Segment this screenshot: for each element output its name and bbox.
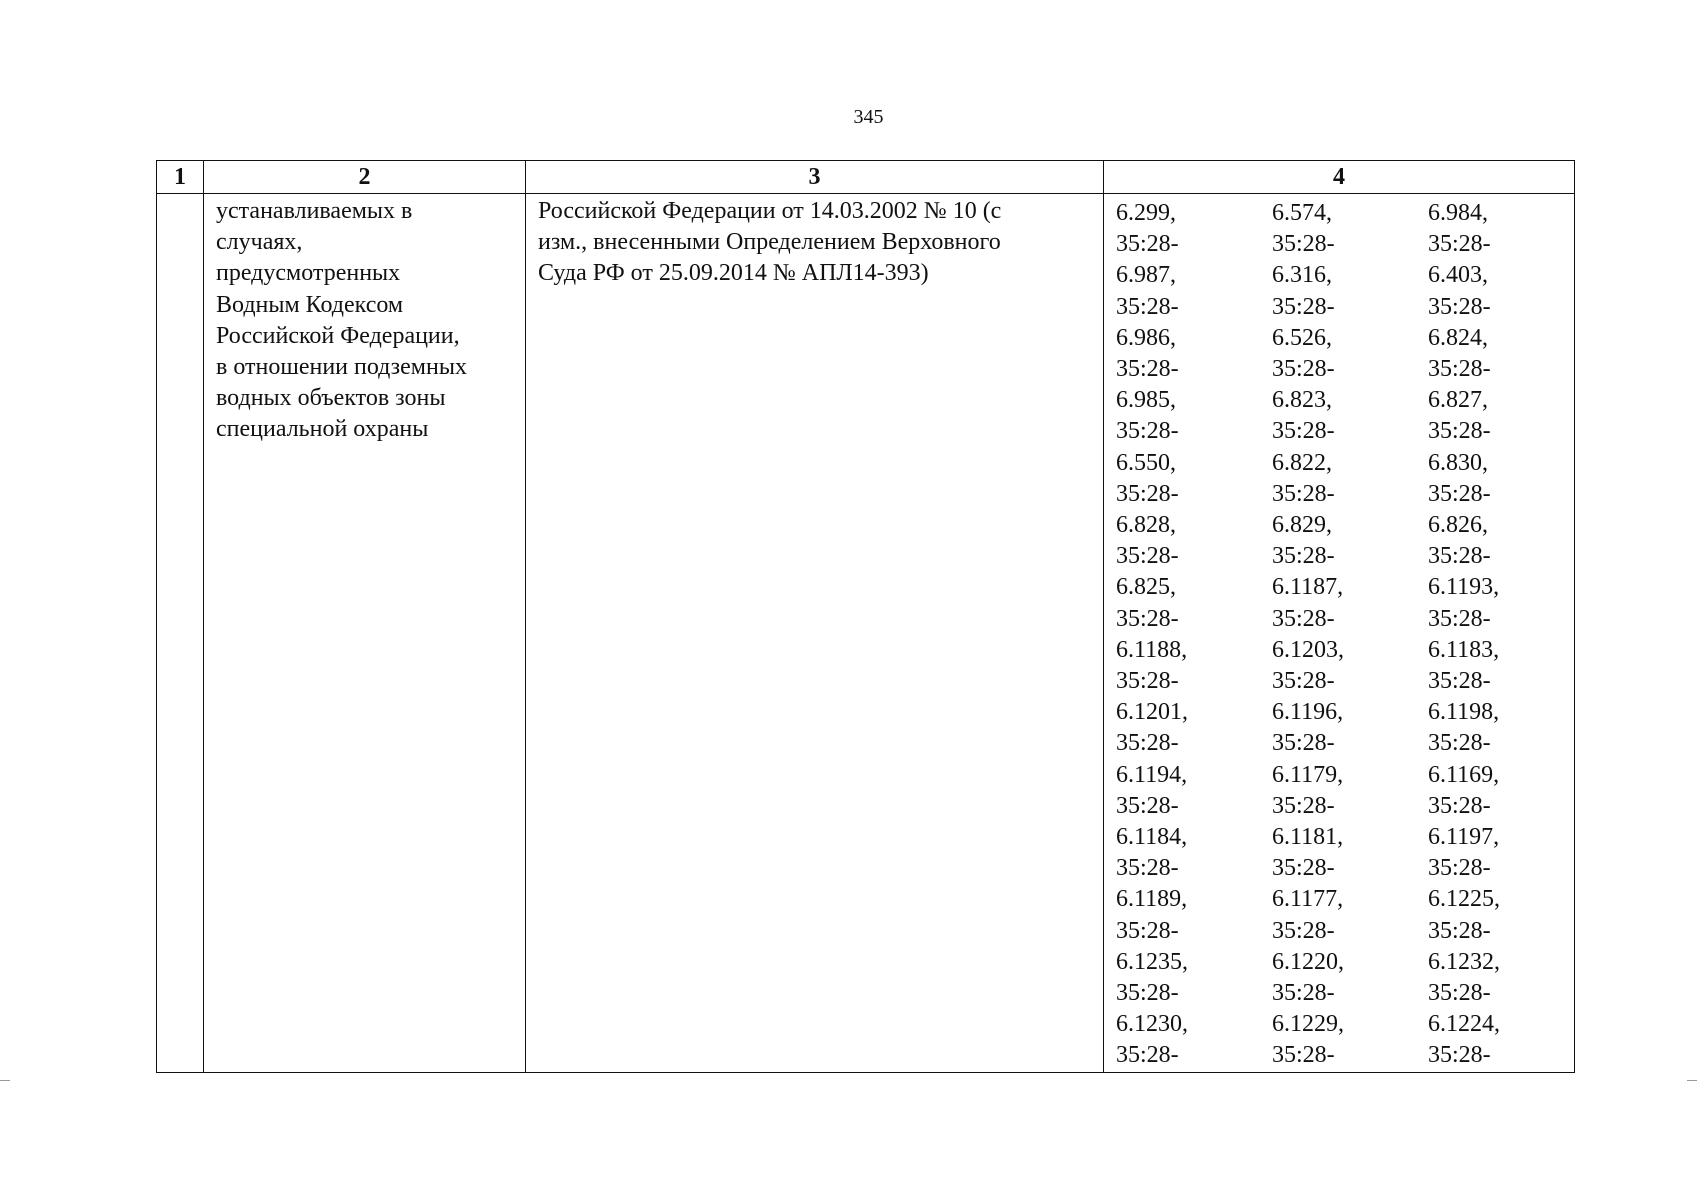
cadastral-number-item: 35:28- [1272, 980, 1335, 1007]
cadastral-number-item: 6.1177, [1272, 886, 1344, 913]
cadastral-number-item: 35:28- [1116, 730, 1179, 757]
cadastral-number-item: 6.1179, [1272, 761, 1344, 788]
cadastral-number-item: 35:28- [1272, 730, 1335, 757]
cadastral-number-item: 6.1193, [1428, 574, 1500, 601]
cadastral-number-item: 6.299, [1116, 200, 1176, 226]
cadastral-number-item: 35:28- [1272, 792, 1335, 819]
cell-col-2 [204, 194, 526, 1073]
cadastral-number-item: 6.1197, [1428, 824, 1500, 851]
cadastral-number-item: 6.1169, [1428, 761, 1500, 788]
cadastral-number-item: 35:28- [1428, 668, 1491, 695]
cadastral-number-item: 35:28- [1116, 792, 1179, 819]
cadastral-number-item: 6.574, [1272, 200, 1332, 226]
cadastral-number-item: 35:28- [1116, 356, 1179, 383]
header-col-3: 3 [526, 161, 1104, 194]
cadastral-number-item: 6.1196, [1272, 699, 1344, 726]
cadastral-number-item: 35:28- [1116, 293, 1179, 320]
cadastral-number-item: 6.1181, [1272, 824, 1344, 851]
cadastral-number-item: 35:28- [1272, 418, 1335, 445]
cadastral-number-item: 35:28- [1272, 668, 1335, 695]
document-table [156, 160, 1575, 1073]
cadastral-number-item: 35:28- [1428, 480, 1491, 507]
cadastral-number-item: 6.824, [1428, 324, 1488, 351]
cadastral-number-item: 35:28- [1428, 730, 1491, 757]
cadastral-number-item: 6.1184, [1116, 824, 1188, 851]
cadastral-number-item: 6.828, [1116, 512, 1176, 539]
zone-description-text: устанавливаемых в случаях, предусмотренных Водным Кодексом Российской Федерации, в отношении подземных водных объектов зоны специальной охраны [216, 198, 467, 443]
left-edge-mark [0, 1080, 10, 1081]
cadastral-number-item: 35:28- [1428, 231, 1491, 258]
cadastral-number-item: 6.823, [1272, 387, 1332, 414]
cadastral-number-item: 6.1232, [1428, 948, 1500, 975]
cadastral-number-item: 6.830, [1428, 449, 1488, 476]
cadastral-number-item: 35:28- [1272, 917, 1335, 944]
cadastral-number-item: 6.1235, [1116, 948, 1188, 975]
cadastral-number-item: 35:28- [1272, 543, 1335, 570]
cadastral-number-item: 35:28- [1116, 480, 1179, 507]
legal-reference-text: Российской Федерации от 14.03.2002 № 10 (с изм., внесенными Определением Верховного Суда РФ от 25.09.2014 № АПЛ14-393) [538, 198, 1002, 287]
cadastral-number-item: 35:28- [1428, 418, 1491, 445]
cadastral-number-item: 6.826, [1428, 512, 1488, 539]
cadastral-number-item: 35:28- [1116, 543, 1179, 570]
cadastral-number-item: 35:28- [1428, 980, 1491, 1007]
cadastral-number-item: 35:28- [1428, 293, 1491, 320]
cadastral-number-item: 6.316, [1272, 262, 1332, 289]
cadastral-number-item: 35:28- [1116, 917, 1179, 944]
cadastral-number-item: 35:28- [1116, 668, 1179, 695]
cadastral-number-item: 6.1230, [1116, 1011, 1188, 1038]
cadastral-number-item: 6.1189, [1116, 886, 1188, 913]
cadastral-number-item: 35:28- [1272, 480, 1335, 507]
cadastral-number-item: 35:28- [1116, 855, 1179, 882]
cadastral-number-item: 35:28- [1272, 605, 1335, 632]
cadastral-number-item: 6.1187, [1272, 574, 1344, 601]
cadastral-number-item: 6.403, [1428, 262, 1488, 289]
cadastral-number-item: 6.1229, [1272, 1011, 1344, 1038]
cell-col-1 [157, 194, 204, 1073]
table-row [157, 194, 1575, 1073]
cadastral-number-item: 6.1224, [1428, 1011, 1500, 1038]
cadastral-number-item: 6.987, [1116, 262, 1176, 289]
cadastral-number-item: 6.986, [1116, 324, 1176, 351]
cadastral-number-item: 35:28- [1428, 605, 1491, 632]
cadastral-number-item: 35:28- [1428, 356, 1491, 383]
cadastral-number-item: 6.526, [1272, 324, 1332, 351]
cadastral-number-item: 35:28- [1116, 418, 1179, 445]
cell-col-3 [526, 194, 1104, 1073]
cadastral-number-item: 6.984, [1428, 200, 1488, 226]
cadastral-number-item: 6.1225, [1428, 886, 1500, 913]
cadastral-number-item: 6.1220, [1272, 948, 1344, 975]
header-col-1: 1 [157, 161, 204, 194]
header-row [157, 161, 1575, 194]
cadastral-number-item: 35:28- [1428, 1042, 1491, 1069]
cadastral-number-item: 6.550, [1116, 449, 1176, 476]
cadastral-number-item: 35:28- [1116, 980, 1179, 1007]
cadastral-number-item: 35:28- [1428, 855, 1491, 882]
cadastral-number-item: 35:28- [1116, 231, 1179, 258]
cadastral-number-item: 6.822, [1272, 449, 1332, 476]
cadastral-number-item: 6.1203, [1272, 636, 1344, 663]
page-number: 345 [853, 106, 884, 128]
cadastral-number-item: 35:28- [1272, 1042, 1335, 1069]
cadastral-numbers-grid [1104, 194, 1574, 1072]
header-col-4: 4 [1104, 161, 1575, 194]
cadastral-number-item: 35:28- [1116, 1042, 1179, 1069]
cadastral-number-item: 6.1194, [1116, 761, 1188, 788]
cadastral-number-item: 35:28- [1428, 792, 1491, 819]
cadastral-number-item: 6.1198, [1428, 699, 1500, 726]
cadastral-number-item: 6.829, [1272, 512, 1332, 539]
cadastral-number-item: 6.1183, [1428, 636, 1500, 663]
cadastral-number-item: 35:28- [1428, 917, 1491, 944]
cadastral-number-item: 6.985, [1116, 387, 1176, 414]
cell-col-4 [1104, 194, 1575, 1073]
cadastral-number-item: 35:28- [1272, 356, 1335, 383]
cadastral-number-item: 6.1201, [1116, 699, 1188, 726]
cadastral-number-item: 35:28- [1272, 293, 1335, 320]
cadastral-number-item: 35:28- [1272, 855, 1335, 882]
cadastral-number-item: 6.1188, [1116, 636, 1188, 663]
cadastral-number-item: 6.825, [1116, 574, 1176, 601]
header-col-2: 2 [204, 161, 526, 194]
cadastral-number-item: 35:28- [1116, 605, 1179, 632]
cadastral-number-item: 6.827, [1428, 387, 1488, 414]
right-edge-mark [1687, 1080, 1697, 1081]
cadastral-number-item: 35:28- [1272, 231, 1335, 258]
cadastral-number-item: 35:28- [1428, 543, 1491, 570]
